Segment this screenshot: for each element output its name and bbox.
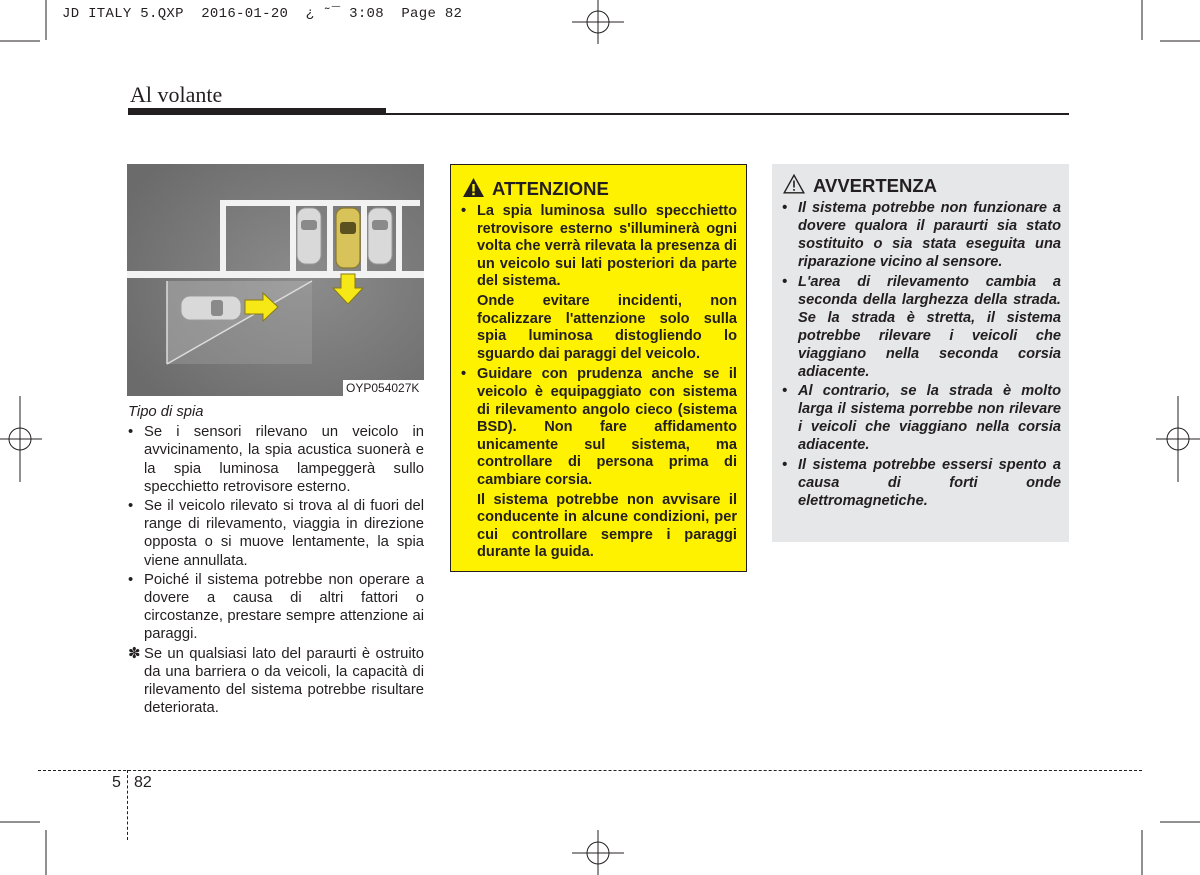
chapter-number: 5 xyxy=(112,774,121,791)
blind-spot-illustration xyxy=(127,164,424,396)
attention-paragraph: Onde evitare incidenti, non focalizzare l'attenzione solo sulla spia luminosa distogliendo lo sguardo dai paraggi del veicolo. xyxy=(477,292,737,362)
bullet-marker: • xyxy=(782,383,788,399)
attention-body xyxy=(461,203,737,562)
bullet-marker: • xyxy=(782,456,788,473)
list-item: • Se il veicolo rilevato si trova al di fuori del range di rilevamento, viaggia in direzione opposta o si muove lentamente, la spia viene annullata. xyxy=(128,498,424,569)
warning-body xyxy=(782,199,1061,511)
warning-title: AVVERTENZA xyxy=(813,175,938,196)
list-item: • Guidare con prudenza anche se il veicolo è equipaggiato con sistema di rilevamento angolo cieco (sistema BSD). Non fare affidamento unicamente sul sistema, ma controllare di persona prima di cambiare corsia. xyxy=(461,366,737,488)
bullet-marker: • xyxy=(782,273,788,290)
list-item: ✽ Se un qualsiasi lato del paraurti è ostruito da una barriera o da veicoli, la capacità di rilevamento del sistema potrebbe risultare deteriorata. xyxy=(128,645,424,717)
note-marker: ✽ xyxy=(128,645,141,662)
list-item: • Se i sensori rilevano un veicolo in avvicinamento, la spia acustica suonerà e la spia luminosa lampeggerà sullo specchietto retrovisore esterno. xyxy=(128,424,424,495)
bullet-marker: • xyxy=(128,424,134,441)
bullet-marker: • xyxy=(128,498,134,515)
attention-box xyxy=(450,164,747,572)
bullet-marker: • xyxy=(461,366,467,383)
bullet-marker: • xyxy=(461,203,467,219)
list-item: • Il sistema potrebbe non funzionare a dovere qualora il paraurti sia stato sostituito o sia stata eseguita una riparazione vicino al sensore. xyxy=(782,200,1061,270)
figure-code: OYP054027K xyxy=(346,381,420,395)
left-column xyxy=(128,403,424,718)
list-item: • Al contrario, se la strada è molto larga il sistema porrebbe non rilevare i veicoli che viaggiano nella corsia adiacente. xyxy=(782,383,1061,453)
subheading: Tipo di spia xyxy=(128,404,204,420)
footer-rule xyxy=(38,770,1142,771)
header-rule-accent xyxy=(128,108,386,115)
footer-divider xyxy=(127,770,128,840)
warning-box xyxy=(772,164,1069,542)
page-number: 82 xyxy=(134,774,152,791)
bullet-marker: • xyxy=(782,200,788,216)
printer-slug: JD ITALY 5.QXP 2016-01-20 ¿ ˜¯ 3:08 Page 82 xyxy=(62,6,463,22)
list-item: • L'area di rilevamento cambia a seconda della larghezza della strada. Se la strada è stretta, il sistema potrebbe rilevare i veicoli che viaggiano nella seconda corsia adiacente. xyxy=(782,273,1061,380)
list-item: • Poiché il sistema potrebbe non operare a dovere a causa di altri fattori o circostanze, prestare sempre attenzione ai paraggi. xyxy=(128,571,424,643)
attention-title: ATTENZIONE xyxy=(492,178,609,199)
info-list xyxy=(128,423,424,717)
caution-triangle-icon xyxy=(783,174,805,194)
bullet-marker: • xyxy=(128,571,134,588)
warning-triangle-icon xyxy=(462,177,485,198)
list-item: • La spia luminosa sullo specchietto retrovisore esterno s'illuminerà ogni volta che verrà rilevata la presenza di un veicolo sui lati posteriori da parte del sistema. xyxy=(461,203,737,290)
attention-paragraph: Il sistema potrebbe non avvisare il conducente in alcune condizioni, per cui controllare sempre i paraggi durante la guida. xyxy=(477,491,737,561)
list-item: • Il sistema potrebbe essersi spento a causa di forti onde elettromagnetiche. xyxy=(782,456,1061,509)
section-title: Al volante xyxy=(130,82,223,107)
